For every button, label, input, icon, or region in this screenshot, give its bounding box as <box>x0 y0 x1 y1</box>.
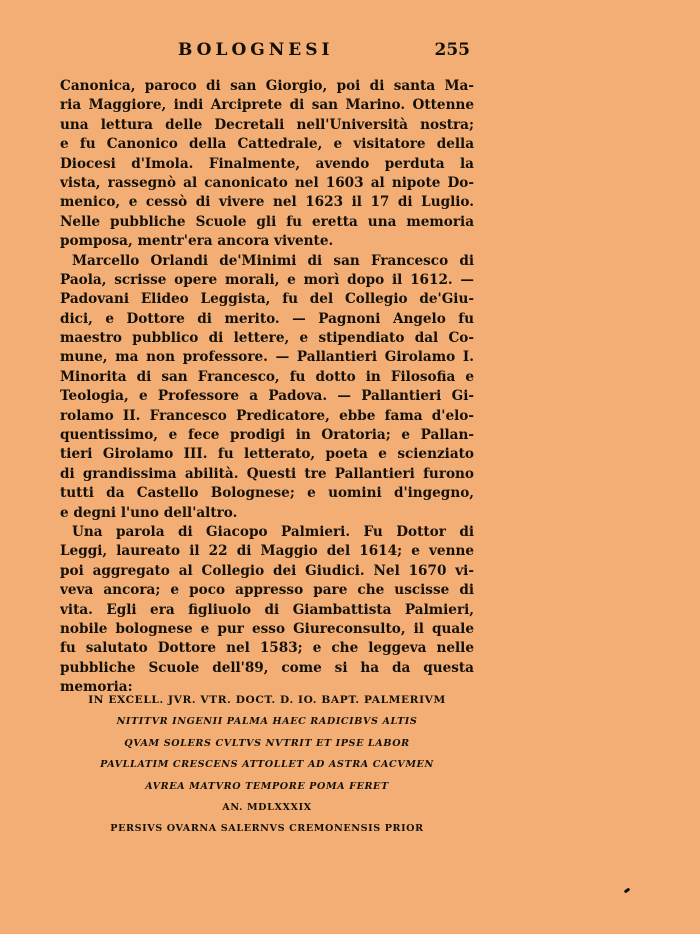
text-line: Paola, scrisse opere morali, e morì dopo il 1612. — <box>60 271 474 288</box>
text-line: e fu Canonico della Cattedrale, e visitatore della <box>60 136 474 153</box>
text-line: di grandissima abilità. Questi tre Pallantieri furono <box>60 465 474 482</box>
inscription-line: QVAM SOLERS CVLTVS NVTRIT ET IPSE LABOR <box>124 737 410 749</box>
page-number: 255 <box>434 40 470 60</box>
text-line: Diocesi d'Imola. Finalmente, avendo perduta la <box>60 155 474 172</box>
text-line: nobile bolognese e pur esso Giureconsulto, il quale <box>60 620 474 637</box>
text-line: pubbliche Scuole dell'89, come si ha da questa <box>60 659 474 676</box>
text-line: quentissimo, e fece prodigi in Oratoria; e Pallan- <box>60 427 474 444</box>
page-header <box>60 40 470 66</box>
text-line: veva ancora; e poco appresso pare che uscisse di <box>60 582 474 599</box>
text-line: dici, e Dottore di merito. — Pagnoni Angelo fu <box>60 310 474 327</box>
body-text <box>60 77 474 698</box>
text-line: poi aggregato al Collegio dei Giudici. Nel 1670 vi- <box>60 562 474 579</box>
text-line: Leggi, laureato il 22 di Maggio del 1614; e venne <box>60 543 474 560</box>
running-title: BOLOGNESI <box>178 40 334 60</box>
text-line: maestro pubblico di lettere, e stipendiato dal Co- <box>60 330 474 347</box>
text-line: Nelle pubbliche Scuole gli fu eretta una memoria <box>60 213 474 230</box>
inscription-date: AN. MDLXXXIX <box>222 801 312 813</box>
inscription-author: PERSIVS OVARNA SALERNVS CREMONENSIS PRIOR <box>110 823 424 835</box>
text-line: e degni l'uno dell'altro. <box>60 504 238 521</box>
text-line: vita. Egli era figliuolo di Giambattista Palmieri, <box>60 601 474 618</box>
text-line: Una parola di Giacopo Palmieri. Fu Dottor di <box>72 523 474 540</box>
inscription-line: AVREA MATVRO TEMPORE POMA FERET <box>145 780 389 792</box>
text-line: tieri Girolamo III. fu letterato, poeta e scienziato <box>60 446 474 463</box>
text-line: Minorita di san Francesco, fu dotto in Filosofia e <box>60 368 474 385</box>
text-line: memoria: <box>60 679 133 696</box>
ink-speck <box>624 888 631 894</box>
text-line: rolamo II. Francesco Predicatore, ebbe fama d'elo- <box>60 407 474 424</box>
inscription-line: PAVLLATIM CRESCENS ATTOLLET AD ASTRA CACVMEN <box>100 759 434 771</box>
text-line: Teologia, e Professore a Padova. — Pallantieri Gi- <box>60 388 474 405</box>
text-line: pomposa, mentr'era ancora vivente. <box>60 233 334 250</box>
inscription-line: NITITVR INGENII PALMA HAEC RADICIBVS ALTIS <box>116 716 418 728</box>
text-line: tutti da Castello Bolognese; e uomini d'ingegno, <box>60 485 474 502</box>
text-line: vista, rassegnò al canonicato nel 1603 al nipote Do- <box>60 174 474 191</box>
text-line: Canonica, paroco di san Giorgio, poi di santa Ma- <box>60 78 474 94</box>
text-line: menico, e cessò di vivere nel 1623 il 17 di Luglio. <box>60 194 474 211</box>
text-line: una lettura delle Decretali nell'Università nostra; <box>60 116 474 133</box>
text-line: mune, ma non professore. — Pallantieri Girolamo I. <box>60 349 474 366</box>
text-line: ria Maggiore, indi Arciprete di san Marino. Ottenne <box>60 97 474 114</box>
text-line: fu salutato Dottore nel 1583; e che leggeva nelle <box>60 640 474 657</box>
inscription-block <box>60 690 474 840</box>
text-line: Padovani Elideo Leggista, fu del Collegio de'Giu- <box>60 291 474 308</box>
text-line: Marcello Orlandi de'Minimi di san Francesco di <box>72 252 474 269</box>
inscription-heading: IN EXCELL. JVR. VTR. DOCT. D. IO. BAPT. PALMERIVM <box>88 694 446 706</box>
